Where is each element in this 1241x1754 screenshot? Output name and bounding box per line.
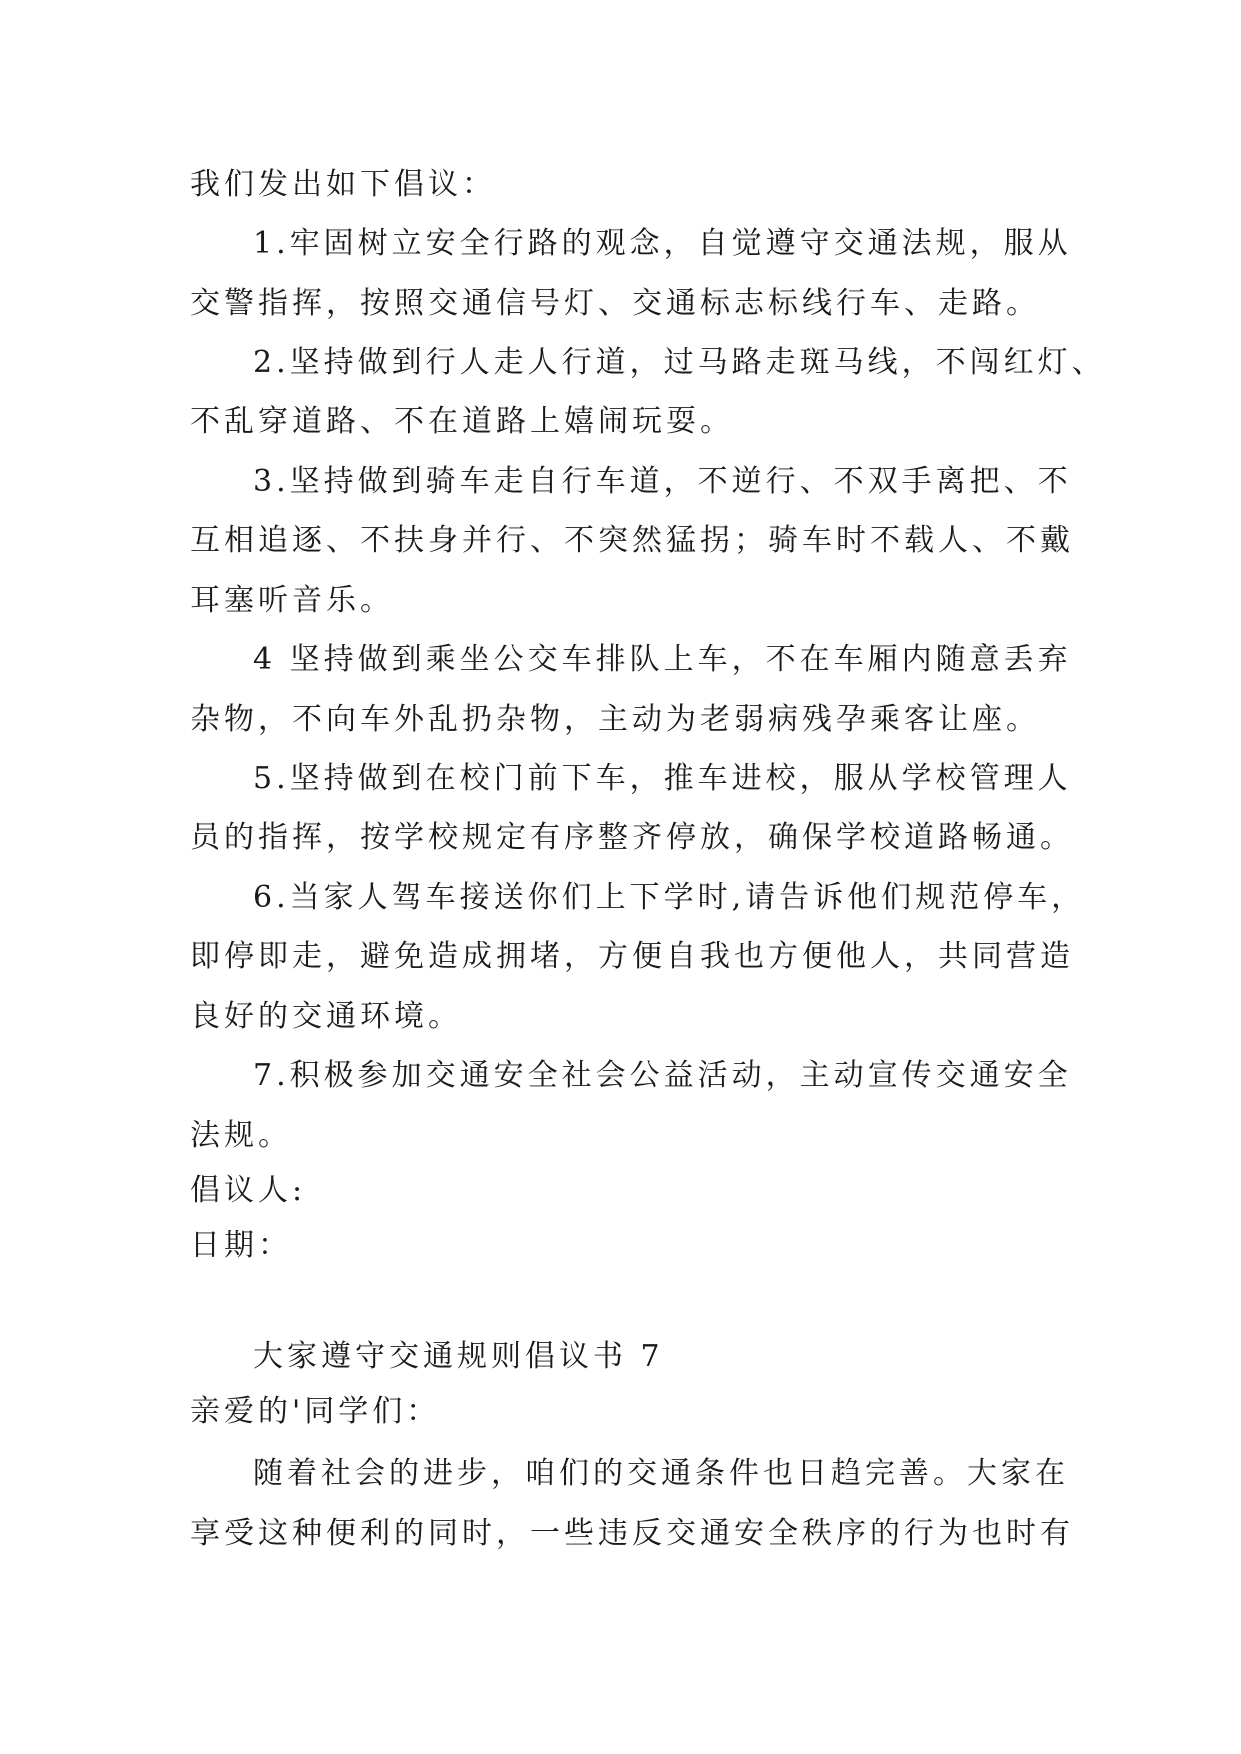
intro-line: 我们发出如下倡议： [190, 167, 496, 202]
item-1-line-2: 交警指挥，按照交通信号灯、交通标志标线行车、走路。 [190, 286, 1040, 321]
item-4-line-2: 杂物，不向车外乱扔杂物，主动为老弱病残孕乘客让座。 [190, 702, 1040, 737]
item-7-line-2: 法规。 [190, 1118, 292, 1153]
section-title: 大家遵守交通规则倡议书 7 [253, 1339, 664, 1374]
date-label: 日期： [190, 1228, 292, 1263]
item-5-line-2: 员的指挥，按学校规定有序整齐停放，确保学校道路畅通。 [190, 820, 1074, 855]
body-line-2: 享受这种便利的同时，一些违反交通安全秩序的行为也时有 [190, 1516, 1074, 1551]
proposer-label: 倡议人: [190, 1173, 307, 1208]
item-4-line-1: 4 坚持做到乘坐公交车排队上车，不在车厢内随意丢弃 [253, 642, 1072, 677]
item-3-line-1: 3.坚持做到骑车走自行车道，不逆行、不双手离把、不 [253, 464, 1072, 499]
item-6-line-1: 6.当家人驾车接送你们上下学时,请告诉他们规范停车， [253, 880, 1086, 915]
item-2-line-2: 不乱穿道路、不在道路上嬉闹玩耍。 [190, 404, 734, 439]
item-6-line-3: 良好的交通环境。 [190, 999, 462, 1034]
item-6-line-2: 即停即走，避免造成拥堵，方便自我也方便他人，共同营造 [190, 939, 1074, 974]
item-3-line-3: 耳塞听音乐。 [190, 583, 394, 618]
item-7-line-1: 7.积极参加交通安全社会公益活动，主动宣传交通安全 [253, 1058, 1072, 1093]
item-2-line-1: 2.坚持做到行人走人行道，过马路走斑马线，不闯红灯、 [253, 345, 1106, 380]
body-line-1: 随着社会的进步，咱们的交通条件也日趋完善。大家在 [253, 1456, 1069, 1491]
item-5-line-1: 5.坚持做到在校门前下车，推车进校，服从学校管理人 [253, 761, 1072, 796]
item-1-line-1: 1.牢固树立安全行路的观念，自觉遵守交通法规，服从 [253, 226, 1072, 261]
greeting-line: 亲爱的'同学们： [190, 1394, 441, 1429]
item-3-line-2: 互相追逐、不扶身并行、不突然猛拐；骑车时不载人、不戴 [190, 523, 1074, 558]
